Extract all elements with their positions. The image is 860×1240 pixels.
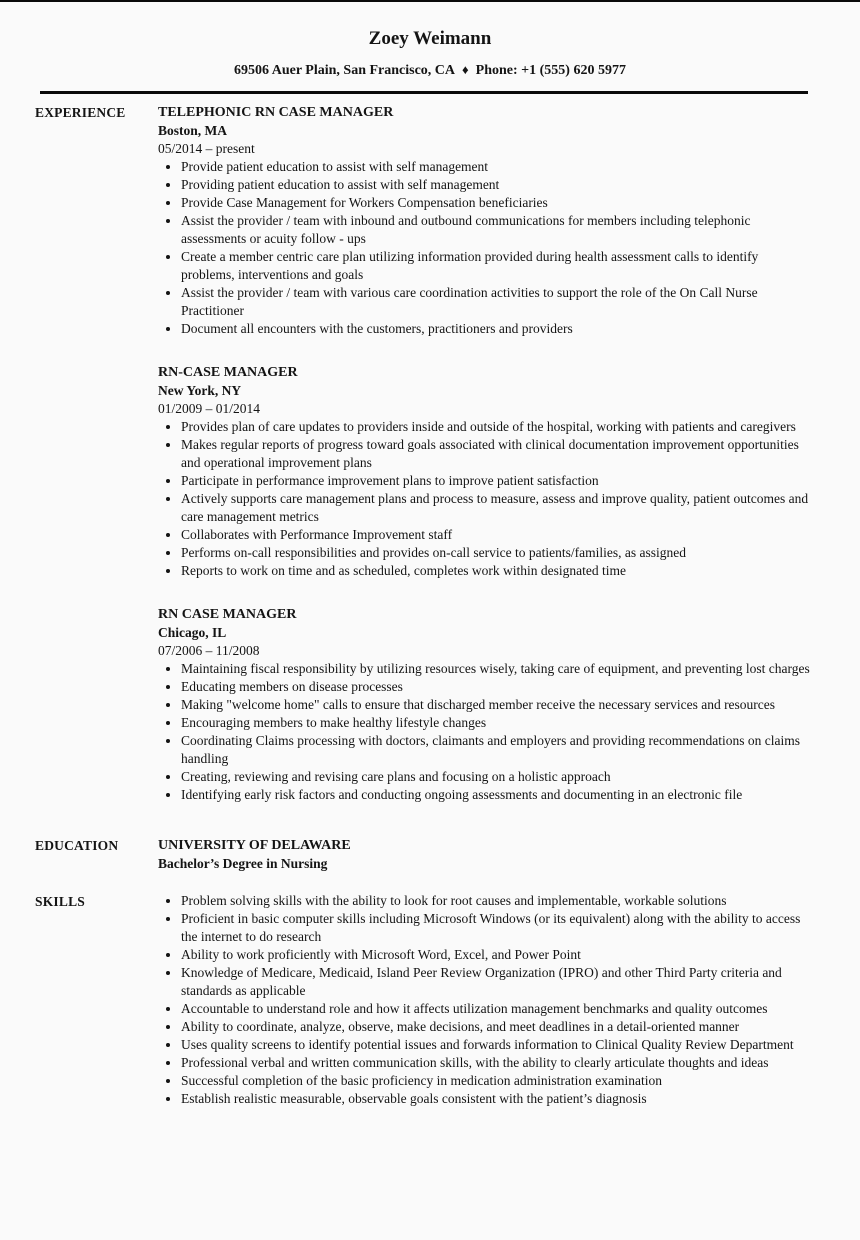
job-title: RN-CASE MANAGER <box>158 365 298 380</box>
job-entry <box>158 103 812 338</box>
job-dates: 05/2014 – present <box>158 141 255 156</box>
bullet-item: • Makes regular reports of progress toward goals associated with clinical documentation improvement opportunities and operational improvement plans <box>181 436 812 472</box>
bullet-item: • Ability to work proficiently with Microsoft Word, Excel, and Power Point <box>181 946 812 964</box>
section-label-education: EDUCATION <box>35 838 119 853</box>
bullet-item: • Making "welcome home" calls to ensure that discharged member receive the necessary services and resources <box>181 696 812 714</box>
education-school: UNIVERSITY OF DELAWARE <box>158 838 351 853</box>
address-text: 69506 Auer Plain, San Francisco, CA <box>234 63 456 78</box>
phone-text: Phone: +1 (555) 620 5977 <box>475 63 626 78</box>
bullet-item: • Successful completion of the basic proficiency in medication administration examination <box>181 1072 812 1090</box>
bullet-item: • Accountable to understand role and how it affects utilization management benchmarks and quality outcomes <box>181 1000 812 1018</box>
bullet-item: • Establish realistic measurable, observable goals consistent with the patient’s diagnosis <box>181 1090 812 1108</box>
bullet-item: • Provide Case Management for Workers Compensation beneficiaries <box>181 194 812 212</box>
bullet-item: • Collaborates with Performance Improvement staff <box>181 526 812 544</box>
job-bullet-list <box>158 660 812 804</box>
job-location: Boston, MA <box>158 123 228 138</box>
education-content <box>158 836 812 873</box>
bullet-item: • Assist the provider / team with inbound and outbound communications for members including telephonic assessments or acuity follow - ups <box>181 212 812 248</box>
bullet-item: • Educating members on disease processes <box>181 678 812 696</box>
bullet-item: • Creating, reviewing and revising care plans and focusing on a holistic approach <box>181 768 812 786</box>
job-dates: 07/2006 – 11/2008 <box>158 643 260 658</box>
experience-content <box>158 103 812 829</box>
contact-line <box>0 61 860 80</box>
header-divider <box>40 91 808 94</box>
education-degree: Bachelor’s Degree in Nursing <box>158 856 328 871</box>
bullet-item: • Identifying early risk factors and conducting ongoing assessments and documenting in an electronic file <box>181 786 812 804</box>
section-education <box>0 836 860 873</box>
bullet-item: • Providing patient education to assist with self management <box>181 176 812 194</box>
bullet-item: • Provides plan of care updates to providers inside and outside of the hospital, working with patients and caregivers <box>181 418 812 436</box>
bullet-item: • Encouraging members to make healthy lifestyle changes <box>181 714 812 732</box>
bullet-item: • Ability to coordinate, analyze, observe, make decisions, and meet deadlines in a detail-oriented manner <box>181 1018 812 1036</box>
job-entry <box>158 605 812 804</box>
bullet-item: • Participate in performance improvement plans to improve patient satisfaction <box>181 472 812 490</box>
job-entry <box>158 363 812 580</box>
bullet-item: • Document all encounters with the customers, practitioners and providers <box>181 320 812 338</box>
skills-content <box>158 892 812 1108</box>
bullet-item: • Proficient in basic computer skills including Microsoft Windows (or its equivalent) along with the ability to access the internet to do research <box>181 910 812 946</box>
bullet-item: • Problem solving skills with the ability to look for root causes and implementable, workable solutions <box>181 892 812 910</box>
job-bullet-list <box>158 418 812 580</box>
bullet-item: • Create a member centric care plan utilizing information provided during health assessment calls to identify problems, interventions and goals <box>181 248 812 284</box>
page-title: Zoey Weimann <box>368 28 492 49</box>
resume-body <box>0 103 860 1108</box>
diamond-icon: ♦ <box>462 62 469 77</box>
bullet-item: • Assist the provider / team with various care coordination activities to support the role of the On Call Nurse Practitioner <box>181 284 812 320</box>
job-title: RN CASE MANAGER <box>158 607 297 622</box>
job-dates: 01/2009 – 01/2014 <box>158 401 261 416</box>
section-skills <box>0 892 860 1108</box>
bullet-item: • Professional verbal and written communication skills, with the ability to clearly articulate thoughts and ideas <box>181 1054 812 1072</box>
skills-bullet-list <box>158 892 812 1108</box>
section-experience <box>0 103 860 829</box>
section-label-skills: SKILLS <box>35 894 85 909</box>
job-location: Chicago, IL <box>158 625 227 640</box>
job-location: New York, NY <box>158 383 242 398</box>
resume-header <box>0 2 860 94</box>
bullet-item: • Actively supports care management plans and process to measure, assess and improve quality, patient outcomes and care management metrics <box>181 490 812 526</box>
bullet-item: • Coordinating Claims processing with doctors, claimants and employers and providing recommendations on claims handling <box>181 732 812 768</box>
job-title: TELEPHONIC RN CASE MANAGER <box>158 105 394 120</box>
bullet-item: • Maintaining fiscal responsibility by utilizing resources wisely, taking care of equipment, and preventing lost charges <box>181 660 812 678</box>
bullet-item: • Performs on-call responsibilities and provides on-call service to patients/families, as assigned <box>181 544 812 562</box>
bullet-item: • Provide patient education to assist with self management <box>181 158 812 176</box>
section-label-experience: EXPERIENCE <box>35 105 126 120</box>
bullet-item: • Uses quality screens to identify potential issues and forwards information to Clinical Quality Review Department <box>181 1036 812 1054</box>
bullet-item: • Knowledge of Medicare, Medicaid, Island Peer Review Organization (IPRO) and other Third Party criteria and standards as applicable <box>181 964 812 1000</box>
job-bullet-list <box>158 158 812 338</box>
bullet-item: • Reports to work on time and as scheduled, completes work within designated time <box>181 562 812 580</box>
